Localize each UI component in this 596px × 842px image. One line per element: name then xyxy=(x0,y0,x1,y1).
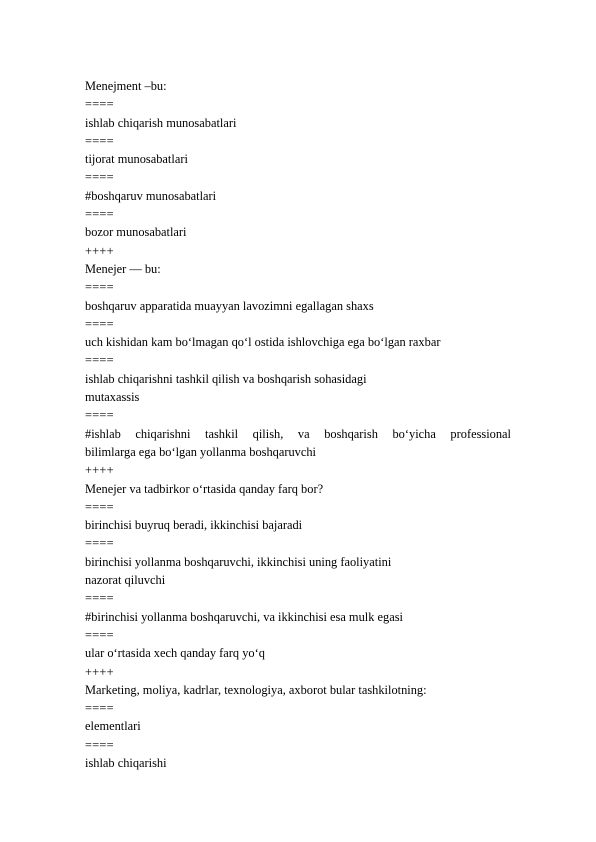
text-line: birinchisi yollanma boshqaruvchi, ikkinchisi uning faoliyatini xyxy=(85,554,392,569)
text-line: bozor munosabatlari xyxy=(85,225,187,240)
text-line: ishlab chiqarish munosabatlari xyxy=(85,115,237,130)
text-line: birinchisi buyruq beradi, ikkinchisi bajaradi xyxy=(85,518,303,533)
text-line: #boshqaruv munosabatlari xyxy=(85,188,217,203)
document-body xyxy=(85,77,511,772)
separator-line: ==== xyxy=(85,737,114,752)
text-line: Menejer — bu: xyxy=(85,261,161,276)
text-line: mutaxassis xyxy=(85,390,140,405)
separator-line: ++++ xyxy=(85,463,114,478)
text-line: tijorat munosabatlari xyxy=(85,152,188,167)
separator-line: ==== xyxy=(85,627,114,642)
separator-line: ==== xyxy=(85,701,114,716)
separator-line: ++++ xyxy=(85,243,114,258)
text-line: Marketing, moliya, kadrlar, texnologiya, axborot bular tashkilotning: xyxy=(85,682,427,697)
text-line: Menejer va tadbirkor o‘rtasida qanday farq bor? xyxy=(85,481,324,496)
text-line: uch kishidan kam bo‘lmagan qo‘l ostida ishlovchiga ega bo‘lgan raxbar xyxy=(85,335,441,350)
text-line: bilimlarga ega bo‘lgan yollanma boshqaruvchi xyxy=(85,444,316,459)
separator-line: ==== xyxy=(85,133,114,148)
separator-line: ==== xyxy=(85,353,114,368)
text-line: #ishlab chiqarishni tashkil qilish, va boshqarish bo‘yicha professional xyxy=(85,426,511,441)
separator-line: ==== xyxy=(85,536,114,551)
separator-line: ==== xyxy=(85,97,114,112)
separator-line: ==== xyxy=(85,170,114,185)
separator-line: ++++ xyxy=(85,664,114,679)
text-line: nazorat qiluvchi xyxy=(85,573,166,588)
separator-line: ==== xyxy=(85,207,114,222)
text-line: #birinchisi yollanma boshqaruvchi, va ikkinchisi esa mulk egasi xyxy=(85,609,403,624)
separator-line: ==== xyxy=(85,591,114,606)
separator-line: ==== xyxy=(85,408,114,423)
text-line: ishlab chiqarishi xyxy=(85,755,167,770)
text-line: ular o‘rtasida xech qanday farq yo‘q xyxy=(85,646,265,661)
separator-line: ==== xyxy=(85,280,114,295)
text-line: Menejment –bu: xyxy=(85,79,167,93)
text-line: elementlari xyxy=(85,719,141,734)
separator-line: ==== xyxy=(85,316,114,331)
separator-line: ==== xyxy=(85,499,114,514)
text-line: boshqaruv apparatida muayyan lavozimni egallagan shaxs xyxy=(85,298,374,313)
text-line: ishlab chiqarishni tashkil qilish va boshqarish sohasidagi xyxy=(85,371,367,386)
